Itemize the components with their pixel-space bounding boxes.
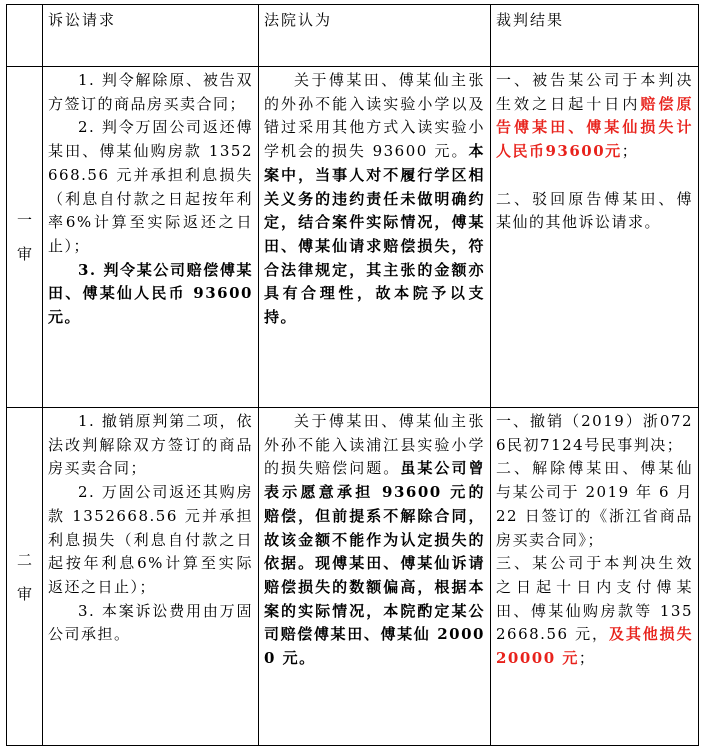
first-instance-opinion: [259, 67, 491, 408]
second-instance-result: [491, 408, 699, 746]
header-claims: 诉讼请求: [43, 5, 259, 67]
second-instance-opinion: [259, 408, 491, 746]
first-instance-label: [7, 67, 43, 408]
result-text: 三、某公司于本判决生效之日起十日内支付傅某田、傅某仙购房款等 1352668.56 元，: [496, 554, 693, 644]
result-highlight: 及其他损失 20000 元: [496, 625, 693, 668]
opinion-normal: 关于傅某田、傅某仙主张外孙不能入读浦江县实验小学的损失赔偿问题。: [264, 412, 485, 478]
stage-char: 一: [16, 211, 32, 229]
result-highlight: 赔偿原告傅某田、傅某仙损失计人民币93600元: [496, 94, 693, 161]
header-judgment-result: 裁判结果: [491, 5, 699, 67]
first-instance-row: [7, 67, 699, 408]
opinion-text: [264, 410, 485, 671]
claim-item: 3. 本案诉讼费用由万固公司承担。: [48, 601, 253, 644]
result-item: 一、撤销（2019）浙0726民初7124号民事判决；: [496, 412, 693, 454]
second-instance-row: [7, 408, 699, 746]
second-instance-claims: [43, 408, 259, 746]
claim-item: 3. 判令某公司赔偿傅某田、傅某仙人民币 93600 元。: [48, 260, 253, 327]
claim-item: 2. 判令万固公司返还傅某田、傅某仙购房款 1352668.56 元并承担利息损失（利息自付款之日起按年利率6%计算至实际返还之日止）；: [48, 118, 253, 255]
stage-char: 审: [16, 245, 32, 263]
header-row: [7, 5, 699, 67]
opinion-bold: 本案中，当事人对不履行学区相关义务的违约责任未做明确约定，结合案件实际情况，傅某田、傅某仙请求赔偿损失，符合法律规定，其主张的金额亦具有合理性，故本院予以支持。: [264, 142, 485, 327]
first-instance-claims: [43, 67, 259, 408]
claim-item: 1. 撤销原判第二项，依法改判解除双方签订的商品房买卖合同；: [48, 412, 253, 478]
result-item: [496, 552, 693, 671]
spacer: [496, 164, 693, 188]
opinion-normal: 关于傅某田、傅某仙主张的外孙不能入读实验小学以及错过采用其他方式入读实验小学机会的损失 93600 元。: [264, 71, 485, 161]
claim-item: 1. 判令解除原、被告双方签订的商品房买卖合同；: [48, 71, 253, 113]
stage-char: 二: [16, 550, 32, 569]
corner-cell: [7, 5, 43, 67]
result-text: ；: [621, 142, 639, 161]
result-text: 一、被告某公司于本判决生效之日起十日内: [496, 71, 693, 113]
opinion-bold: 虽某公司曾表示愿意承担 93600 元的赔偿，但前提系不解除合同，故该金额不能作为认定损失的依据。现傅某田、傅某仙诉请赔偿损失的数额偏高，根据本案的实际情况，本院酌定某公司赔偿傅某田、傅某仙 20000 元。: [264, 459, 485, 668]
judgment-comparison-table: [6, 4, 699, 746]
stage-char: 审: [16, 584, 32, 603]
result-item: [496, 69, 693, 164]
first-instance-result: [491, 67, 699, 408]
claim-item: 2. 万固公司返还其购房款 1352668.56 元并承担利息损失（利息自付款之日起按年利息6%计算至实际返还之日止）；: [48, 483, 253, 596]
opinion-text: [264, 69, 485, 330]
second-instance-label: [7, 408, 43, 746]
header-court-opinion: 法院认为: [259, 5, 491, 67]
result-item: 二、解除傅某田、傅某仙与某公司于 2019 年 6 月 22 日签订的《浙江省商品房买卖合同》；: [496, 459, 693, 549]
result-text: ；: [578, 649, 596, 668]
result-item: 二、驳回原告傅某田、傅某仙的其他诉讼请求。: [496, 189, 693, 232]
